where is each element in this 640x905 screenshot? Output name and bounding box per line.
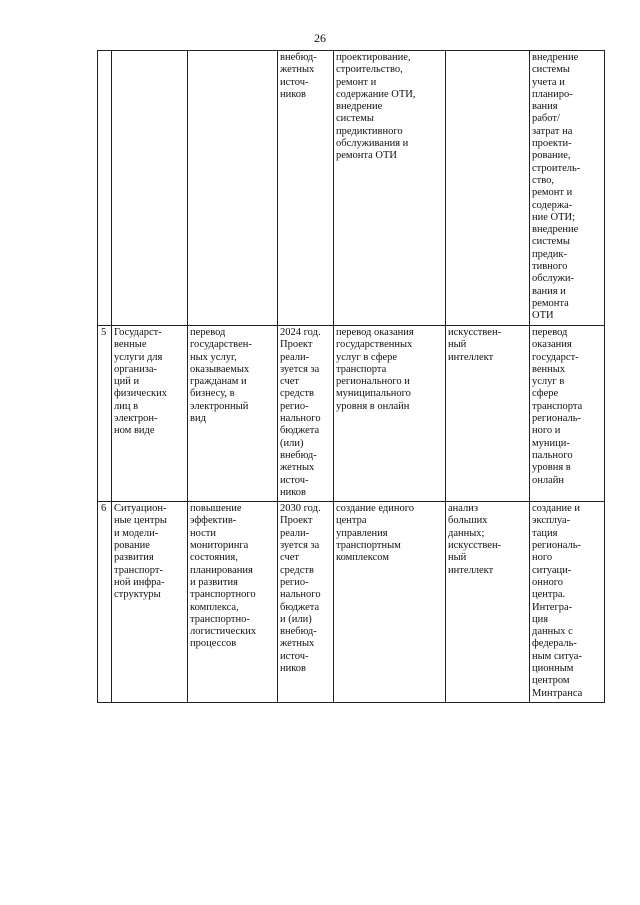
project-measures-cell: создание единого центра управления транспортным комплексом [334, 502, 446, 703]
project-measures-cell: проектирование, строительство, ремонт и содержание ОТИ, внедрение системы предиктивного обслуживания и ремонта ОТИ [334, 51, 446, 326]
project-name-cell [112, 51, 188, 326]
row-number-cell: 5 [98, 326, 112, 502]
project-term-cell: 2030 год. Проект реали- зуется за счет средств регио- нального бюджета и (или) внебюд- жетных источ- ников [278, 502, 334, 703]
project-goal-cell: повышение эффектив- ности мониторинга состояния, планирования и развития транспортного комплекса, транспортно- логистических процессов [188, 502, 278, 703]
project-result-cell: внедрение системы учета и планиро- вания работ/ затрат на проекти- рование, строитель- ство, ремонт и содержа- ние ОТИ; внедрение системы предик- тивного обслужи- вания и ремонта ОТИ [530, 51, 605, 326]
project-name-cell: Государст- венные услуги для организа- ций и физических лиц в электрон- ном виде [112, 326, 188, 502]
project-technology-cell [446, 51, 530, 326]
row-number-cell: 6 [98, 502, 112, 703]
project-technology-cell: искусствен- ный интеллект [446, 326, 530, 502]
project-result-cell: перевод оказания государст- венных услуг в сфере транспорта региональ- ного и муници- пального уровня в онлайн [530, 326, 605, 502]
table-row [98, 51, 605, 326]
project-measures-cell: перевод оказания государственных услуг в сфере транспорта регионального и муниципального уровня в онлайн [334, 326, 446, 502]
row-number-cell [98, 51, 112, 326]
project-goal-cell: перевод государствен- ных услуг, оказываемых гражданам и бизнесу, в электронный вид [188, 326, 278, 502]
project-term-cell: 2024 год. Проект реали- зуется за счет средств регио- нального бюджета (или) внебюд- жетных источ- ников [278, 326, 334, 502]
table-row [98, 326, 605, 502]
page-number: 26 [314, 31, 326, 45]
projects-table [97, 50, 605, 703]
project-term-cell: внебюд- жетных источ- ников [278, 51, 334, 326]
table-row [98, 502, 605, 703]
project-technology-cell: анализ больших данных; искусствен- ный интеллект [446, 502, 530, 703]
project-name-cell: Ситуацион- ные центры и модели- рование развития транспорт- ной инфра- структуры [112, 502, 188, 703]
project-goal-cell [188, 51, 278, 326]
project-result-cell: создание и эксплуа- тация региональ- ного ситуаци- онного центра. Интегра- ция данных с федераль- ным ситуа- ционным центром Минтранса [530, 502, 605, 703]
